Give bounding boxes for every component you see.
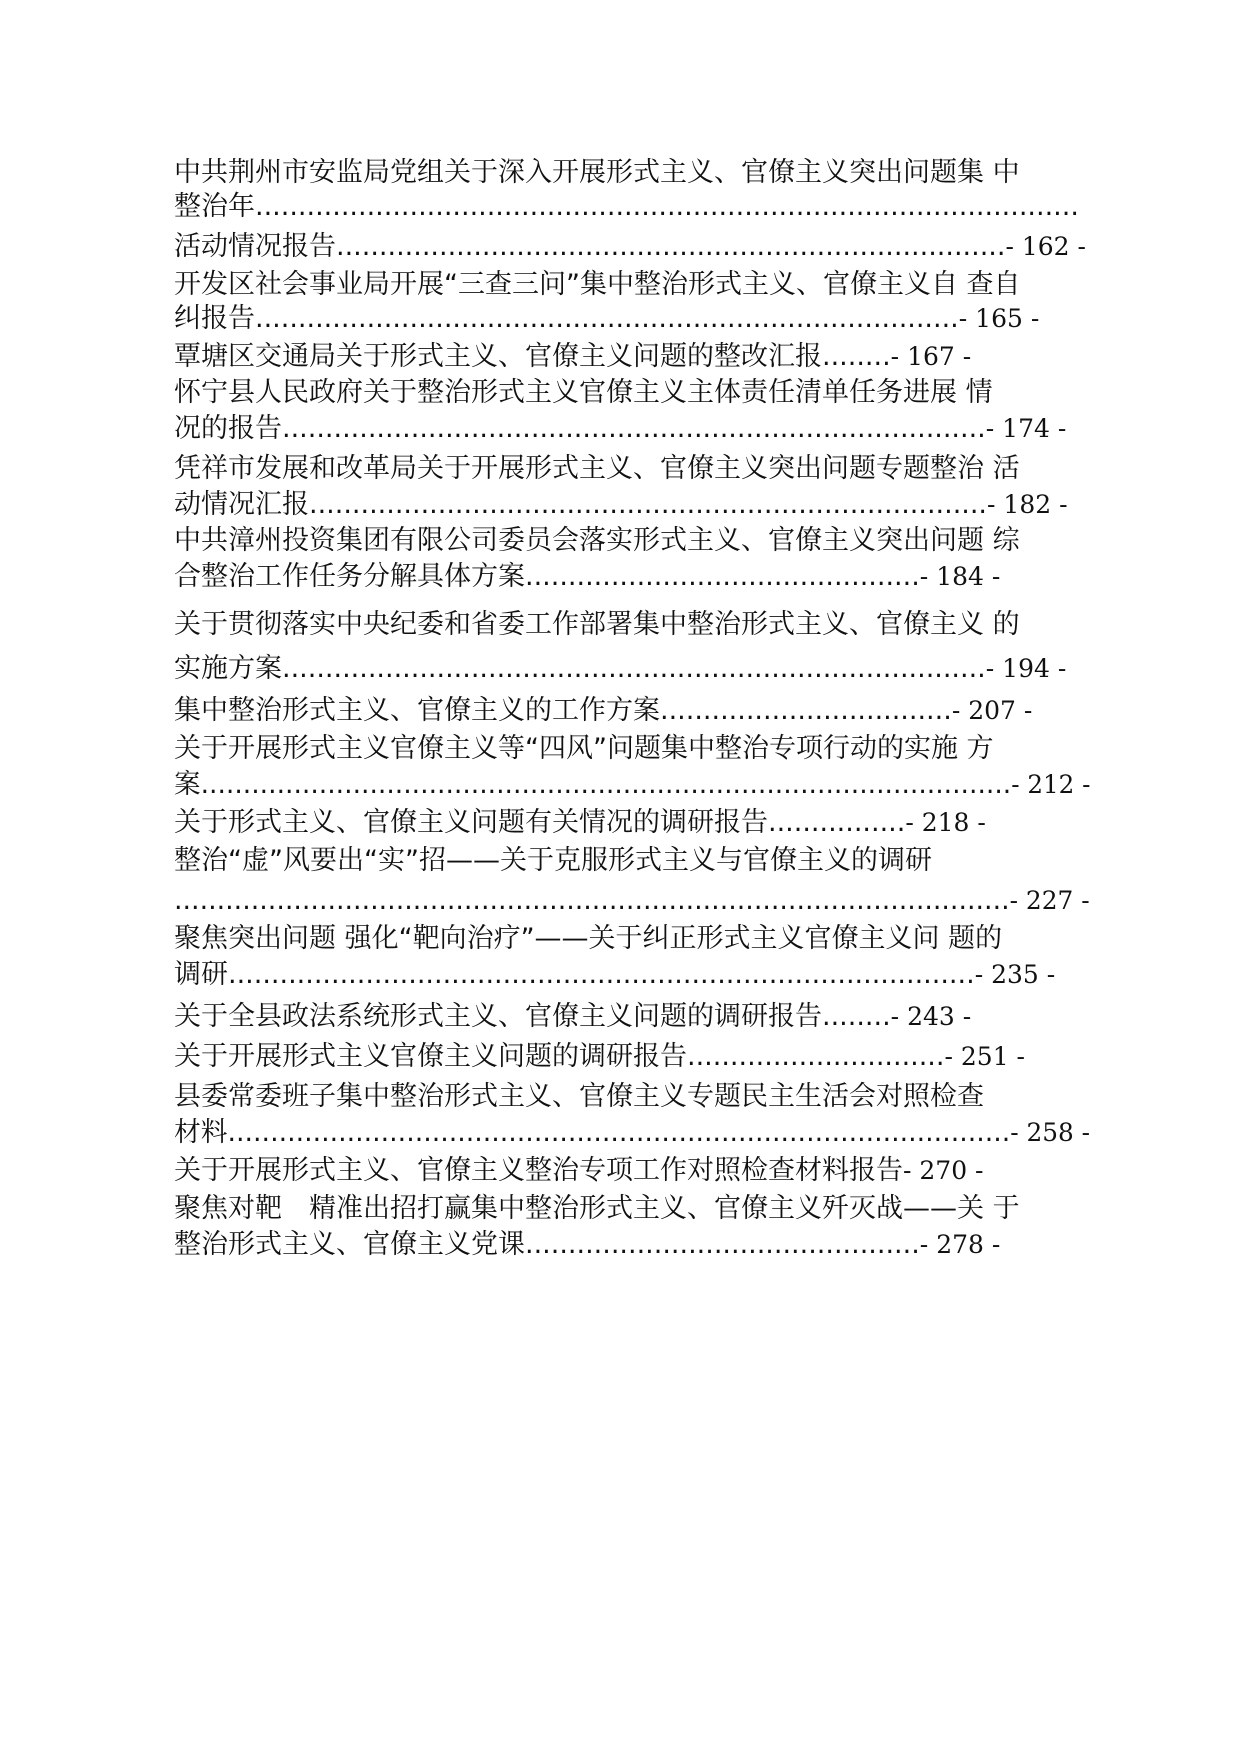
toc-page-number: - 207 -: [951, 696, 1033, 725]
toc-page-number: - 251 -: [944, 1042, 1025, 1071]
toc-page-number: - 218 -: [905, 808, 986, 837]
toc-entry-line[interactable]: [174, 413, 1066, 445]
toc-entry-line[interactable]: [174, 377, 993, 409]
toc-entry-line[interactable]: [174, 609, 1020, 641]
toc-entry-line[interactable]: [174, 1193, 1020, 1225]
toc-leader-dots: ..................................................................................................: [174, 885, 1010, 916]
toc-leader-dots: ........: [822, 1001, 891, 1032]
toc-entry-line[interactable]: [174, 769, 1090, 801]
toc-entry-line[interactable]: [174, 453, 1020, 485]
toc-entry-line[interactable]: [174, 525, 1020, 557]
toc-entry-line[interactable]: [174, 695, 1032, 727]
toc-page-number: - 258 -: [1010, 1118, 1091, 1147]
toc-entry-line[interactable]: [174, 303, 1039, 335]
toc-leader-dots: ..................................................................................: [282, 653, 986, 684]
toc-leader-dots: ................................................................................................: [255, 191, 1079, 222]
toc-entry-title: 调研: [174, 959, 228, 990]
toc-page-number: - 167 -: [890, 342, 972, 371]
toc-entry-title: 材料: [174, 1117, 228, 1148]
toc-page-number: - 270 -: [903, 1156, 984, 1185]
toc-leader-dots: ..............................: [687, 1041, 945, 1072]
toc-leader-dots: ........: [822, 341, 891, 372]
toc-entry-title: 动情况汇报: [174, 489, 309, 520]
toc-page-number: - 278 -: [919, 1230, 1001, 1259]
toc-page-number: - 235 -: [974, 960, 1056, 989]
toc-leader-dots: ..................................................................................: [282, 413, 986, 444]
toc-entry-title: 纠报告: [174, 303, 255, 334]
toc-page-number: - 212 -: [1011, 770, 1091, 799]
toc-entry-line[interactable]: [174, 733, 994, 765]
toc-leader-dots: ................................................................................................: [200, 769, 1012, 800]
toc-page-number: - 182 -: [987, 490, 1068, 519]
toc-leader-dots: ............................................................................................: [227, 1117, 1011, 1148]
toc-leader-dots: ..............................................: [525, 1229, 920, 1260]
toc-entry-title: 关于开展形式主义、官僚主义整治专项工作对照检查材料报告: [174, 1155, 903, 1186]
toc-page-number: - 243 -: [890, 1002, 972, 1031]
toc-entry-title: 覃塘区交通局关于形式主义、官僚主义问题的整改汇报: [174, 341, 822, 372]
toc-leader-dots: ..............................................: [525, 561, 920, 592]
toc-page-number: - 165 -: [958, 304, 1040, 333]
toc-page-number: - 184 -: [919, 562, 1001, 591]
toc-entry-line[interactable]: [174, 807, 986, 839]
toc-page-number: - 174 -: [985, 414, 1067, 443]
toc-entry-line[interactable]: [174, 1155, 984, 1187]
toc-entry-title: 实施方案: [174, 653, 282, 684]
toc-entry-line[interactable]: [174, 341, 971, 373]
toc-entry-title: 整治形式主义、官僚主义党课: [174, 1229, 525, 1260]
toc-entry-title: 聚焦对靶 精准出招打赢集中整治形式主义、官僚主义歼灭战——关 于: [174, 1193, 1020, 1224]
toc-entry-line[interactable]: [174, 1041, 1025, 1073]
toc-leader-dots: ..................................: [660, 695, 952, 726]
toc-entry-title: 中共漳州投资集团有限公司委员会落实形式主义、官僚主义突出问题 综: [174, 525, 1020, 556]
toc-entry-title: 怀宁县人民政府关于整治形式主义官僚主义主体责任清单任务进展 情: [174, 377, 993, 408]
toc-entry-title: 关于开展形式主义官僚主义问题的调研报告: [174, 1041, 687, 1072]
toc-entry-title: 聚焦突出问题 强化“靶向治疗”——关于纠正形式主义官僚主义问 题的: [174, 923, 1003, 954]
toc-entry-line[interactable]: [174, 959, 1055, 991]
toc-leader-dots: ................: [768, 807, 906, 838]
toc-entry-line[interactable]: [174, 1081, 984, 1113]
toc-entry-title: 关于开展形式主义官僚主义等“四风”问题集中整治专项行动的实施 方: [174, 733, 994, 764]
toc-entry-line[interactable]: [174, 1229, 1000, 1261]
toc-page-number: - 194 -: [985, 654, 1067, 683]
toc-entry-title: 活动情况报告: [174, 231, 336, 262]
toc-entry-title: 关于贯彻落实中央纪委和省委工作部署集中整治形式主义、官僚主义 的: [174, 609, 1020, 640]
toc-entry-title: 中共荆州市安监局党组关于深入开展形式主义、官僚主义突出问题集 中: [174, 157, 1020, 188]
toc-entry-line[interactable]: [174, 561, 1000, 593]
toc-leader-dots: ..............................................................................: [336, 231, 1006, 262]
toc-entry-line[interactable]: [174, 923, 1002, 955]
toc-entry-title: 合整治工作任务分解具体方案: [174, 561, 525, 592]
toc-leader-dots: ...............................................................................: [309, 489, 988, 520]
toc-entry-line[interactable]: [174, 231, 1086, 263]
toc-entry-title: 凭祥市发展和改革局关于开展形式主义、官僚主义突出问题专题整治 活: [174, 453, 1020, 484]
toc-entry-line[interactable]: [174, 845, 932, 877]
toc-page-number: - 227 -: [1009, 886, 1090, 915]
toc-entry-line[interactable]: [174, 489, 1068, 521]
toc-leader-dots: ..................................................................................: [255, 303, 959, 334]
toc-entry-title: 案: [174, 769, 201, 800]
toc-entry-line[interactable]: [174, 269, 1021, 301]
toc-entry-line[interactable]: [174, 885, 1090, 917]
toc-entry-title: 县委常委班子集中整治形式主义、官僚主义专题民主生活会对照检查: [174, 1081, 984, 1112]
toc-entry-line[interactable]: [174, 1001, 971, 1033]
toc-page-number: - 162 -: [1005, 232, 1086, 261]
toc-entry-title: 关于全县政法系统形式主义、官僚主义问题的调研报告: [174, 1001, 822, 1032]
toc-entry-title: 整治“虚”风要出“实”招——关于克服形式主义与官僚主义的调研: [174, 845, 932, 876]
toc-leader-dots: .......................................................................................: [228, 959, 975, 990]
toc-entry-line[interactable]: [174, 653, 1066, 685]
toc-entry-title: 开发区社会事业局开展“三查三问”集中整治形式主义、官僚主义自 查自: [174, 269, 1021, 300]
toc-entry-title: 整治年: [174, 191, 255, 222]
toc-entry-title: 况的报告: [174, 413, 282, 444]
toc-entry-line[interactable]: [174, 191, 1079, 223]
toc-entry-line[interactable]: [174, 157, 1020, 189]
toc-entry-title: 集中整治形式主义、官僚主义的工作方案: [174, 695, 660, 726]
toc-entry-title: 关于形式主义、官僚主义问题有关情况的调研报告: [174, 807, 768, 838]
toc-entry-line[interactable]: [174, 1117, 1090, 1149]
